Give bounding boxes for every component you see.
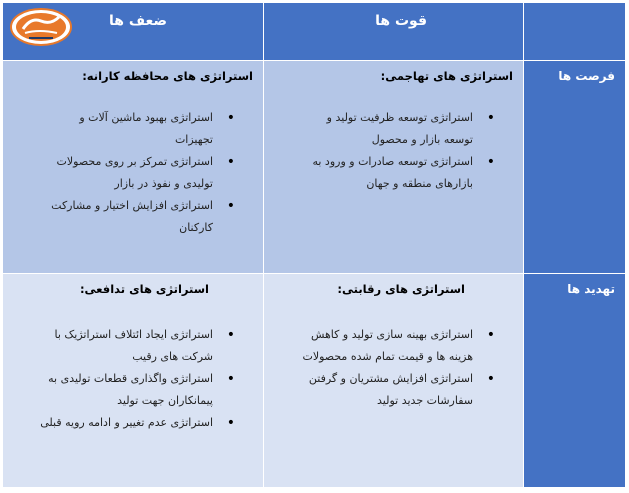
list-item: • استراتژی بهینه سازی تولید و کاهش هزینه ها و قیمت تمام شده محصولات	[295, 324, 495, 368]
header-weaknesses-label: ضعف ها	[109, 13, 167, 29]
header-strengths-label: قوت ها	[375, 13, 427, 29]
so-strategy-list	[295, 107, 495, 195]
so-strategy-title: استراتژی های تهاجمی:	[380, 69, 513, 83]
list-item: • استراتژی عدم تغییر و ادامه رویه قبلی	[39, 412, 235, 434]
swot-table	[2, 2, 627, 489]
wo-strategy-list	[39, 107, 235, 239]
st-strategy-list	[295, 324, 495, 412]
header-strengths-cell	[264, 3, 524, 61]
list-item: • استراتژی افزایش مشتریان و گرفتن سفارشات جدید تولید	[295, 368, 495, 412]
st-strategy-title: استراتژی های رقابتی:	[337, 282, 465, 296]
row-threats-label-cell	[524, 274, 626, 488]
arkia-logo	[9, 7, 73, 47]
header-weaknesses-cell	[3, 3, 264, 61]
st-strategy-cell	[264, 274, 524, 488]
list-item: • استراتژی واگذاری قطعات تولیدی به پیمانکاران جهت تولید	[39, 368, 235, 412]
list-item: • استراتژی تمرکز بر روی محصولات تولیدی و نفوذ در بازار	[39, 151, 235, 195]
list-item: • استراتژی توسعه ظرفیت تولید و توسعه بازار و محصول	[295, 107, 495, 151]
wt-strategy-title: استراتژی های تدافعی:	[79, 282, 209, 296]
row-threats-label: تهدید ها	[567, 282, 615, 296]
wt-strategy-list	[39, 324, 235, 434]
wt-strategy-cell	[3, 274, 264, 488]
list-item: • استراتژی افزایش اختیار و مشارکت کارکنان	[39, 195, 235, 239]
row-opportunities-label-cell	[524, 61, 626, 274]
header-corner-cell	[524, 3, 626, 61]
row-opportunities-label: فرصت ها	[558, 69, 615, 83]
list-item: • استراتژی توسعه صادرات و ورود به بازارهای منطقه و جهان	[295, 151, 495, 195]
so-strategy-cell	[264, 61, 524, 274]
list-item: • استراتژی بهبود ماشین آلات و تجهیزات	[39, 107, 235, 151]
wo-strategy-title: استراتژی های محافظه کارانه:	[82, 69, 253, 83]
wo-strategy-cell	[3, 61, 264, 274]
list-item: • استراتژی ایجاد ائتلاف استراتژیک با شرکت های رقیب	[39, 324, 235, 368]
